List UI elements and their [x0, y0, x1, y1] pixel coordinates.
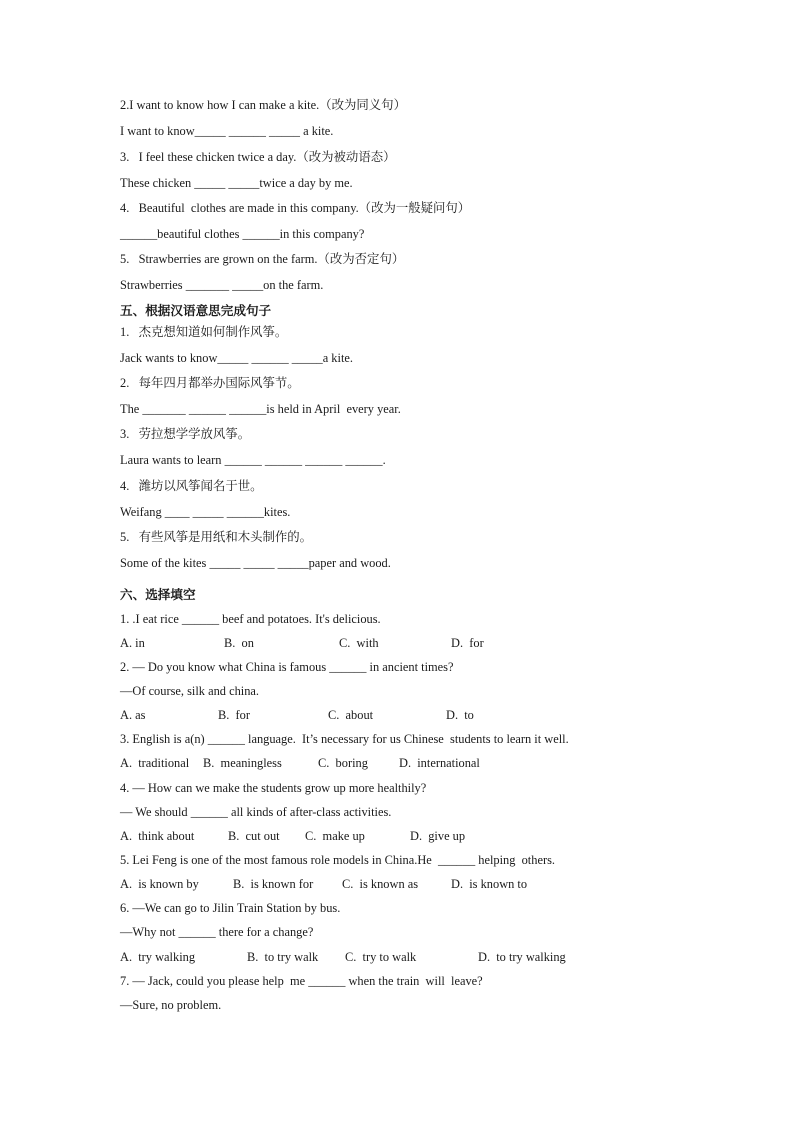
s6-q2-option-a: A. as — [120, 708, 146, 722]
s6-q6-stem: 6. —We can go to Jilin Train Station by bus. — [120, 901, 341, 915]
s4-q3-answer-line: These chicken _____ _____twice a day by me. — [120, 176, 353, 190]
s6-q3-option-b: B. meaningless — [203, 756, 282, 770]
s6-q1-option-d: D. for — [451, 636, 484, 650]
s6-q2-option-d: D. to — [446, 708, 474, 722]
s6-q7-reply: —Sure, no problem. — [120, 998, 222, 1012]
s5-q5-answer-line: Some of the kites _____ _____ _____paper and wood. — [120, 556, 391, 570]
s6-q5-option-d: D. is known to — [451, 877, 528, 891]
s6-q4-option-a: A. think about — [120, 829, 195, 843]
s6-q5-option-b: B. is known for — [233, 877, 314, 891]
s6-q7-stem: 7. — Jack, could you please help me ______ when the train will leave? — [120, 974, 483, 988]
section6-heading: 六、选择填空 — [120, 588, 196, 602]
s6-q1-option-b: B. on — [224, 636, 254, 650]
s6-q4-option-c: C. make up — [305, 829, 365, 843]
s6-q3-option-a: A. traditional — [120, 756, 190, 770]
s6-q3-option-d: D. international — [399, 756, 480, 770]
s6-q6-reply: —Why not ______ there for a change? — [120, 925, 314, 939]
s4-q4-answer-line: ______beautiful clothes ______in this company? — [120, 227, 365, 241]
s5-q5-prompt: 5. 有些风筝是用纸和木头制作的。 — [120, 530, 313, 544]
s6-q1-stem: 1. .I eat rice ______ beef and potatoes. It's delicious. — [120, 612, 381, 626]
s6-q2-reply: —Of course, silk and china. — [120, 684, 260, 698]
s4-q2-prompt: 2.I want to know how I can make a kite.（改为同义句） — [120, 98, 406, 112]
s4-q4-prompt: 4. Beautiful clothes are made in this company.（改为一般疑问句） — [120, 201, 471, 215]
s5-q1-prompt: 1. 杰克想知道如何制作风筝。 — [120, 325, 288, 339]
s6-q2-option-b: B. for — [218, 708, 251, 722]
s4-q2-answer-line: I want to know_____ ______ _____ a kite. — [120, 124, 334, 138]
s6-q3-option-c: C. boring — [318, 756, 368, 770]
s6-q6-option-b: B. to try walk — [247, 950, 319, 964]
s6-q5-option-a: A. is known by — [120, 877, 199, 891]
section5-heading: 五、根据汉语意思完成句子 — [120, 304, 272, 318]
s6-q1-option-a: A. in — [120, 636, 145, 650]
s6-q5-option-c: C. is known as — [342, 877, 419, 891]
s6-q5-stem: 5. Lei Feng is one of the most famous role models in China.He ______ helping others. — [120, 853, 555, 867]
s5-q3-answer-line: Laura wants to learn ______ ______ ______ ______. — [120, 453, 386, 467]
s4-q5-answer-line: Strawberries _______ _____on the farm. — [120, 278, 324, 292]
s5-q3-prompt: 3. 劳拉想学学放风筝。 — [120, 427, 251, 441]
s6-q6-option-a: A. try walking — [120, 950, 196, 964]
s5-q2-answer-line: The _______ ______ ______is held in April every year. — [120, 402, 401, 416]
s6-q3-stem: 3. English is a(n) ______ language. It’s necessary for us Chinese students to learn it well. — [120, 732, 569, 746]
s6-q1-option-c: C. with — [339, 636, 379, 650]
s6-q2-stem: 2. — Do you know what China is famous ______ in ancient times? — [120, 660, 454, 674]
s6-q6-option-d: D. to try walking — [478, 950, 566, 964]
s5-q4-answer-line: Weifang ____ _____ ______kites. — [120, 505, 291, 519]
s4-q5-prompt: 5. Strawberries are grown on the farm.（改为否定句） — [120, 252, 405, 266]
s6-q4-option-d: D. give up — [410, 829, 466, 843]
s6-q4-reply: — We should ______ all kinds of after-class activities. — [120, 805, 392, 819]
s5-q2-prompt: 2. 每年四月都举办国际风筝节。 — [120, 376, 300, 390]
s6-q6-option-c: C. try to walk — [345, 950, 417, 964]
s5-q1-answer-line: Jack wants to know_____ ______ _____a kite. — [120, 351, 353, 365]
s5-q4-prompt: 4. 潍坊以风筝闻名于世。 — [120, 479, 263, 493]
s4-q3-prompt: 3. I feel these chicken twice a day.（改为被动语态） — [120, 150, 396, 164]
s6-q4-stem: 4. — How can we make the students grow up more healthily? — [120, 781, 427, 795]
s6-q2-option-c: C. about — [328, 708, 374, 722]
s6-q4-option-b: B. cut out — [228, 829, 280, 843]
